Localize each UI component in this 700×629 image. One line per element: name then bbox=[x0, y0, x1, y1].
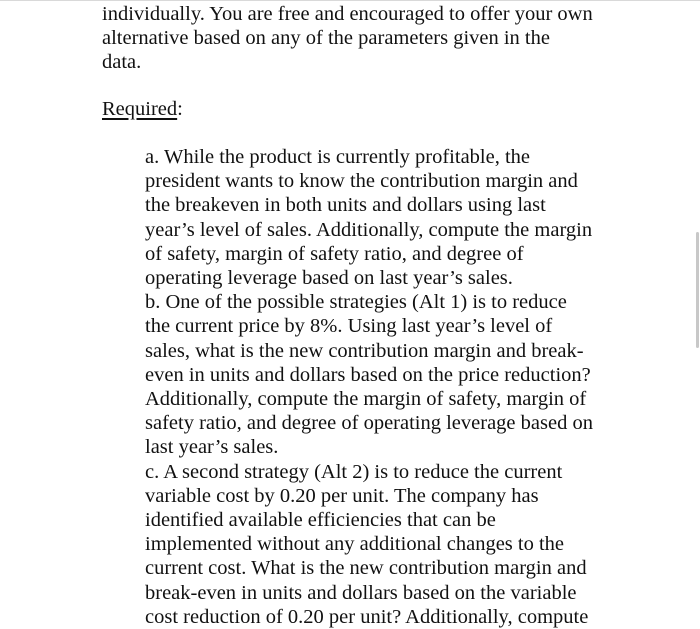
scrollbar-thumb[interactable] bbox=[696, 232, 699, 348]
question-a bbox=[145, 145, 615, 290]
question-line: break-even in units and dollars based on the variable bbox=[145, 581, 577, 604]
question-line: implemented without any additional changes to the bbox=[145, 533, 565, 556]
required-label: Required bbox=[102, 98, 178, 120]
question-line: Additionally, compute the margin of safety, margin of bbox=[145, 388, 587, 411]
question-line: a. While the product is currently profitable, the bbox=[145, 146, 531, 168]
question-line: b. One of the possible strategies (Alt 1) is to reduce bbox=[145, 291, 567, 314]
question-line: last year’s sales. bbox=[145, 436, 279, 459]
required-heading bbox=[102, 97, 183, 121]
intro-line: individually. You are free and encouraged to offer your own bbox=[102, 3, 593, 25]
question-line: operating leverage based on last year’s sales. bbox=[145, 267, 513, 290]
question-line: even in units and dollars based on the price reduction? bbox=[145, 363, 591, 386]
question-b bbox=[145, 290, 615, 459]
top-divider bbox=[0, 0, 700, 1]
question-line: variable cost by 0.20 per unit. The company has bbox=[145, 484, 539, 507]
intro-paragraph bbox=[102, 2, 662, 74]
question-line: the breakeven in both units and dollars using last bbox=[145, 194, 546, 217]
question-line: c. A second strategy (Alt 2) is to reduce the current bbox=[145, 460, 563, 483]
question-line: year’s level of sales. Additionally, compute the margin bbox=[145, 218, 593, 241]
intro-line: data. bbox=[102, 51, 142, 73]
question-line: of safety, margin of safety ratio, and degree of bbox=[145, 242, 524, 265]
question-line: the current price by 8%. Using last year’s level of bbox=[145, 315, 553, 338]
question-line: safety ratio, and degree of operating leverage based on bbox=[145, 412, 593, 435]
question-line: identified available efficiencies that can be bbox=[145, 509, 496, 532]
question-line: sales, what is the new contribution margin and break- bbox=[145, 339, 584, 362]
question-c bbox=[145, 460, 615, 629]
question-list bbox=[145, 145, 615, 629]
question-line: president wants to know the contribution margin and bbox=[145, 170, 578, 193]
question-line: current cost. What is the new contribution margin and bbox=[145, 557, 587, 580]
intro-line: alternative based on any of the parameters given in the bbox=[102, 27, 550, 49]
required-colon: : bbox=[177, 98, 183, 120]
question-line: cost reduction of 0.20 per unit? Additionally, compute bbox=[145, 605, 589, 628]
